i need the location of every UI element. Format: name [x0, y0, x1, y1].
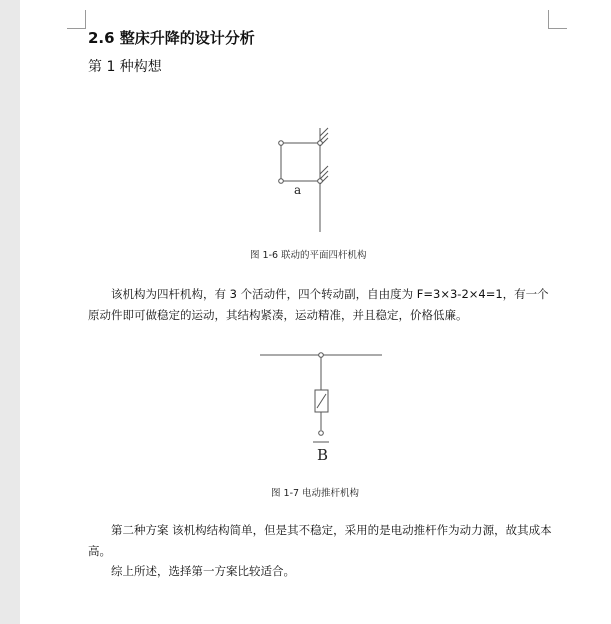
- figure1-label: a: [294, 183, 302, 197]
- concept-subheading: 第 1 种构想: [88, 59, 162, 75]
- figure2-caption: 图 1-7 电动推杆机构: [271, 488, 360, 499]
- section-heading: 2.6 整床升降的设计分析: [88, 29, 255, 47]
- pivot-joint: [319, 353, 324, 358]
- figure1-caption: 图 1-6 联动的平面四杆机构: [250, 250, 367, 261]
- paragraph-conclusion: 综上所述，选择第一方案比较适合。: [111, 564, 295, 578]
- paragraph-four-bar-analysis: 该机构为四杆机构，有 3 个活动件，四个转动副，自由度为 F=3×3-2×4=1，有一个原动件即可做稳定的运动，其结构紧凑，运动精准，并且稳定，价格低廉。: [88, 287, 549, 322]
- figure2-label: B: [317, 446, 329, 464]
- base-joint: [319, 431, 324, 436]
- paragraph-push-rod-analysis: 第二种方案 该机构结构简单，但是其不稳定，采用的是电动推杆作为动力源，故其成本高。: [88, 523, 552, 558]
